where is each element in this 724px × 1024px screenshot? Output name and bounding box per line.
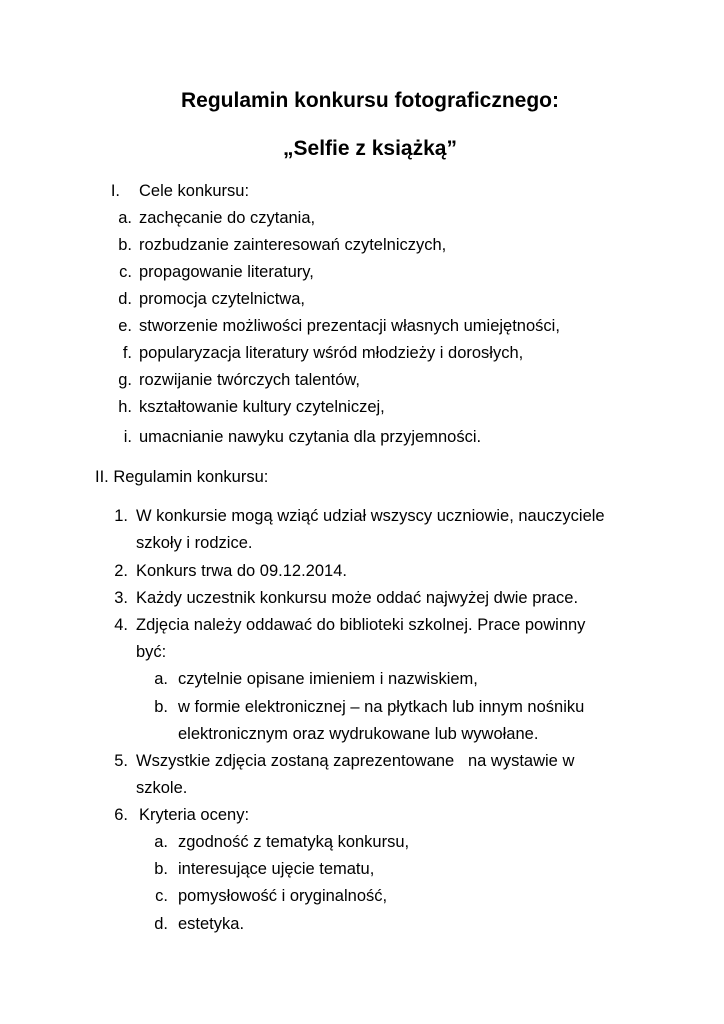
- list-item: kształtowanie kultury czytelniczej,: [139, 398, 385, 416]
- list-item-marker: b.: [118, 236, 132, 254]
- sub-item: czytelnie opisane imieniem i nazwiskiem,: [178, 670, 478, 688]
- list-item: promocja czytelnictwa,: [139, 290, 305, 308]
- document-title: Regulamin konkursu fotograficznego:: [180, 89, 560, 112]
- list-item: Wszystkie zdjęcia zostaną zaprezentowane na wystawie w: [136, 752, 575, 770]
- list-item: stworzenie możliwości prezentacji własnych umiejętności,: [139, 317, 560, 335]
- list-item: Zdjęcia należy oddawać do biblioteki szkolnej. Prace powinny: [136, 616, 586, 634]
- list-item-marker: f.: [122, 344, 132, 362]
- list-item: Konkurs trwa do 09.12.2014.: [136, 562, 347, 580]
- section-heading-goals: Cele konkursu:: [139, 182, 250, 200]
- sub-item: interesujące ujęcie tematu,: [178, 860, 375, 878]
- document-subtitle: „Selfie z książką”: [283, 137, 457, 160]
- list-item-marker: 5.: [114, 752, 128, 770]
- sub-item: pomysłowość i oryginalność,: [178, 887, 388, 905]
- list-item-marker: 2.: [114, 562, 128, 580]
- list-item: umacnianie nawyku czytania dla przyjemności.: [139, 428, 482, 446]
- list-item: popularyzacja literatury wśród młodzieży i dorosłych,: [139, 344, 524, 362]
- list-item: rozwijanie twórczych talentów,: [139, 371, 361, 389]
- list-item-marker: 6.: [114, 806, 128, 824]
- sub-item-marker: a.: [154, 833, 168, 851]
- list-item: rozbudzanie zainteresowań czytelniczych,: [139, 236, 447, 254]
- sub-item: estetyka.: [178, 915, 245, 933]
- list-item: Każdy uczestnik konkursu może oddać najwyżej dwie prace.: [136, 589, 579, 607]
- list-item-continuation: szkoły i rodzice.: [136, 534, 253, 552]
- sub-item-marker: d.: [154, 915, 168, 933]
- list-item-marker: 4.: [114, 616, 128, 634]
- list-item-marker: d.: [118, 290, 132, 308]
- sub-item-marker: c.: [155, 887, 168, 905]
- sub-item: zgodność z tematyką konkursu,: [178, 833, 410, 851]
- section-heading-rules: II. Regulamin konkursu:: [95, 468, 269, 486]
- list-item: zachęcanie do czytania,: [139, 209, 316, 227]
- list-item-marker: 1.: [114, 507, 128, 525]
- list-item-marker: a.: [118, 209, 132, 227]
- sub-item-marker: b.: [154, 698, 168, 716]
- list-item: propagowanie literatury,: [139, 263, 314, 281]
- list-item-marker: c.: [119, 263, 132, 281]
- list-item-marker: i.: [123, 428, 132, 446]
- section-marker: I.: [110, 182, 120, 200]
- list-item: W konkursie mogą wziąć udział wszyscy uczniowie, nauczyciele: [136, 507, 605, 525]
- sub-item-continuation: elektronicznym oraz wydrukowane lub wywołane.: [178, 725, 539, 743]
- list-item-continuation: być:: [136, 643, 167, 661]
- list-item-marker: e.: [118, 317, 132, 335]
- list-item-marker: h.: [118, 398, 132, 416]
- list-item: Kryteria oceny:: [139, 806, 250, 824]
- list-item-marker: g.: [118, 371, 132, 389]
- sub-item-marker: b.: [154, 860, 168, 878]
- list-item-marker: 3.: [114, 589, 128, 607]
- sub-item: w formie elektronicznej – na płytkach lub innym nośniku: [178, 698, 585, 716]
- sub-item-marker: a.: [154, 670, 168, 688]
- list-item-continuation: szkole.: [136, 779, 188, 797]
